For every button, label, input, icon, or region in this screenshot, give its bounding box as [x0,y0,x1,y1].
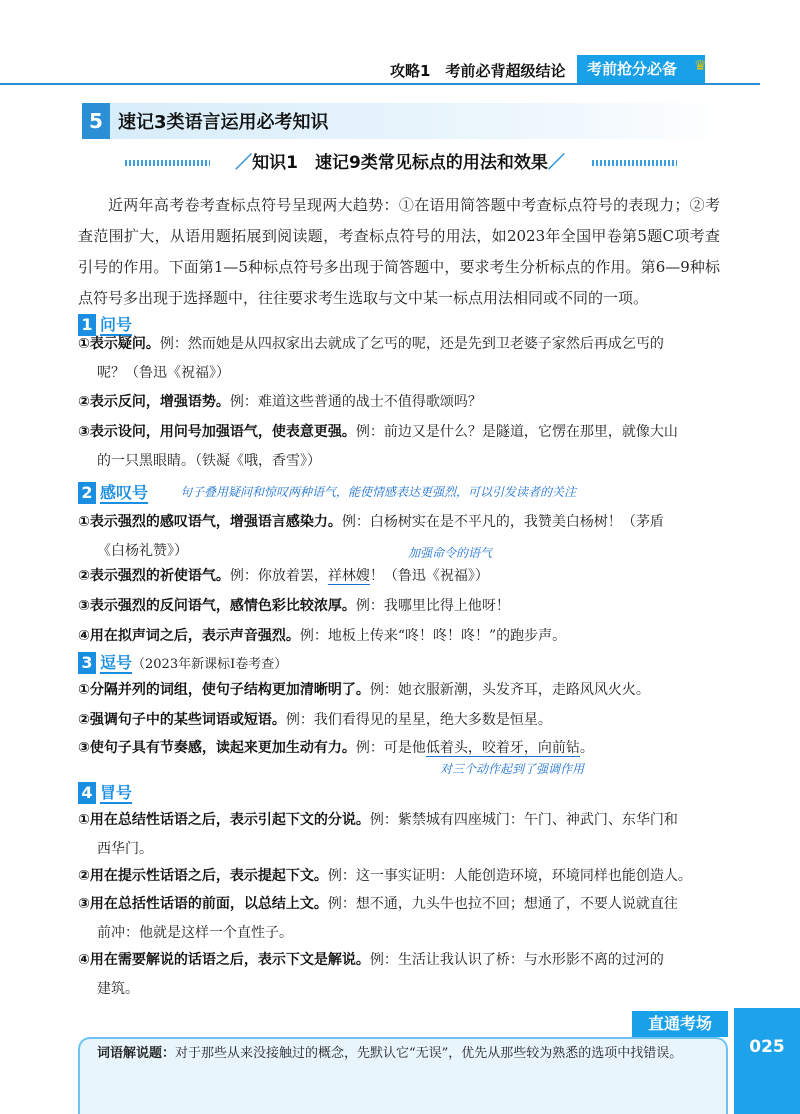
item-q3-cont: 的一只黑眼睛。（铁凝《哦，香雪》） [97,453,321,469]
heading-title: 感叹号 [100,483,149,502]
intro-paragraph: 近两年高考卷考查标点符号呈现两大趋势：①在语用简答题中考查标点符号的表现力；②考查范围扩大，从语用题拓展到阅读题，考查标点符号的用法，如2023年全国甲卷第5题C项考查引号的作用。下面第1—5种标点符号多出现于简答题中，要求考生分析标点的作用。第6—9种标点符号多出现于选择题中，往往要求考生选取与文中某一标点用法相同或不同的一项。 [78,196,720,307]
item-m1: ①用在总结性话语之后，表示引起下文的分说。例：紫禁城有四座城门：午门、神武门、东华门和 [78,812,678,828]
heading-number: 1 [78,314,96,336]
item-e2: ②表示强烈的祈使语气。例：你放着罢，祥林嫂！（鲁迅《祝福》） [78,568,489,584]
heading-colon [78,780,132,802]
section-title: 速记3类语言运用必考知识 [118,112,329,133]
page-number: 025 [749,1037,785,1057]
heading-number: 3 [78,652,96,674]
heading-number: 2 [78,482,96,504]
heading-comma [78,650,287,672]
item-m3-cont: 前冲：他就是这样一个直性子。 [97,925,293,941]
item-e1: ①表示强烈的感叹语气，增强语言感染力。例：白杨树实在是不平凡的，我赞美白杨树！（茅盾 [78,514,664,530]
heading-title: 逗号 [100,653,133,672]
item-e4: ④用在拟声词之后，表示声音强烈。例：地板上传来“咚！咚！咚！”的跑步声。 [78,628,567,644]
item-e3: ③表示强烈的反问语气，感情色彩比较浓厚。例：我哪里比得上他呀！ [78,598,510,614]
item-m2: ②用在提示性话语之后，表示提起下文。例：这一事实证明：人能创造环境，环境同样也能创造人。 [78,868,692,884]
handwritten-note: 对三个动作起到了强调作用 [440,762,585,776]
heading-title: 冒号 [100,783,133,802]
item-c1: ①分隔并列的词组，使句子结构更加清晰明了。例：她衣服新潮，头发齐耳，走路风风火火。 [78,682,650,698]
heading-title: 问号 [100,315,133,334]
section-number: 5 [82,103,110,139]
header-divider [0,83,760,85]
item-q1-cont: 呢？（鲁迅《祝福》） [97,365,230,381]
exam-note: （2023年新课标Ⅰ卷考查） [132,657,288,672]
item-c3: ③使句子具有节奏感，读起来更加生动有力。例：可是他低着头，咬着牙，向前钻。 [78,740,594,756]
item-e1-cont: 《白杨礼赞》） [97,543,188,559]
exam-tip-text: 词语解说题：对于那些从来没接触过的概念，先默认它“无误”，优先从那些较为熟悉的选项中找错误。 [97,1046,683,1061]
item-m3: ③用在总括性话语的前面，以总结上文。例：想不通，九头牛也拉不回；想通了，不要人说就直往 [78,896,678,912]
handwritten-note: 句子叠用疑问和惊叹两种语气，能使情感表达更强烈，可以引发读者的关注 [180,485,577,499]
item-m4-cont: 建筑。 [97,981,139,997]
heading-question-mark [78,312,132,334]
crown-icon: ♛ [694,58,707,74]
item-m4: ④用在需要解说的话语之后，表示下文是解说。例：生活让我认识了桥：与水形影不离的过河的 [78,952,664,968]
item-c2: ②强调句子中的某些词语或短语。例：我们看得见的星星，绝大多数是恒星。 [78,712,552,728]
decor-dots-right [592,160,677,166]
page-side-tab [734,1008,800,1114]
item-q1: ①表示疑问。例：然而她是从四叔家出去就成了乞丐的呢，还是先到卫老婆子家然后再成乞丐的 [78,336,664,352]
exam-tip-tab: 直通考场 [632,1011,728,1037]
heading-number: 4 [78,782,96,804]
handwritten-note: 加强命令的语气 [408,546,493,560]
item-q3: ③表示设问，用问号加强语气，使表意更强。例：前边又是什么？是隧道，它愣在那里，就像大山 [78,424,678,440]
knowledge-title-text: 知识1 速记9类常见标点的用法和效果 [252,153,548,173]
chapter-title: 攻略1 考前必背超级结论 [390,62,566,80]
item-m1-cont: 西华门。 [97,841,153,857]
header-tab: 考前抢分必备 [577,55,705,83]
knowledge-title: ／知识1 速记9类常见标点的用法和效果／ [235,153,565,173]
heading-exclamation [78,480,148,502]
item-q2: ②表示反问，增强语势。例：难道这些普通的战士不值得歌颂吗？ [78,394,482,410]
